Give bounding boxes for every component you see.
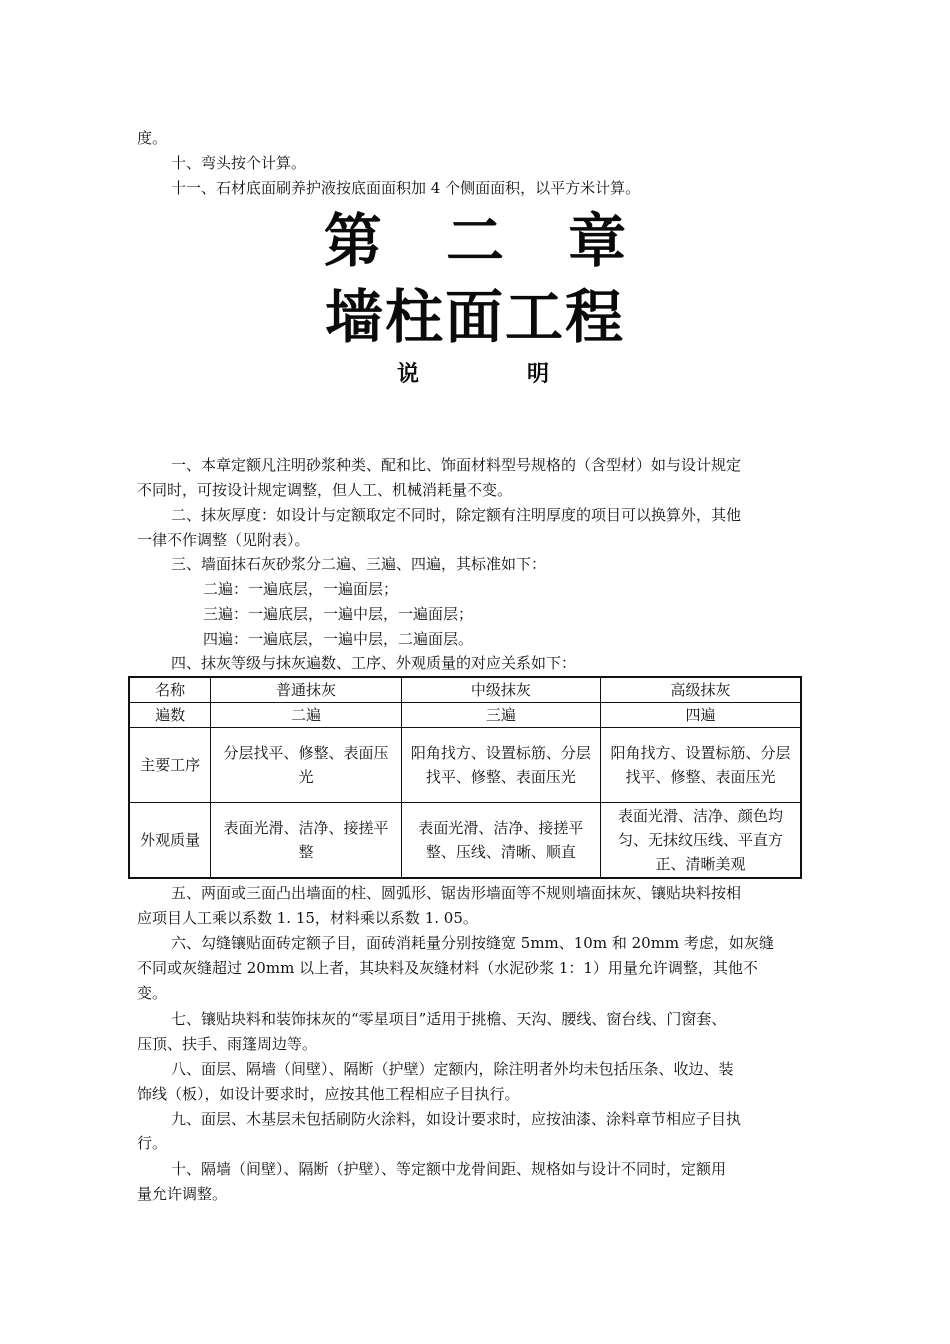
table-cell: 分层找平、修整、表面压光 xyxy=(211,728,401,803)
paragraph-line: 五、两面或三面凸出墙面的柱、圆弧形、锯齿形墙面等不规则墙面抹灰、镶贴块料按相 xyxy=(171,884,742,902)
table-cell: 主要工序 xyxy=(129,728,211,803)
table-header-cell: 普通抹灰 xyxy=(211,677,401,703)
paragraph-line: 压顶、扶手、雨篷周边等。 xyxy=(137,1035,318,1053)
text-line: 度。 xyxy=(137,129,168,147)
table-row xyxy=(129,803,801,878)
paragraph-line: 六、勾缝镶贴面砖定额子目，面砖消耗量分别按缝宽 5mm、10m 和 20mm 考虑，如灰缝 xyxy=(171,934,774,952)
table-cell: 表面光滑、洁净、接搓平整 xyxy=(211,803,401,878)
paragraph-line: 二遍：一遍底层，一遍面层； xyxy=(203,580,399,598)
table-cell: 阳角找方、设置标筋、分层找平、修整、表面压光 xyxy=(601,728,801,803)
plaster-grade-table xyxy=(128,676,802,879)
table-header-cell: 中级抹灰 xyxy=(401,677,600,703)
text-line: 十、弯头按个计算。 xyxy=(171,154,307,172)
table-cell: 二遍 xyxy=(211,703,401,728)
paragraph-line: 饰线（板），如设计要求时，应按其他工程相应子目执行。 xyxy=(137,1085,520,1103)
paragraph-line: 九、面层、木基层未包括刷防火涂料，如设计要求时，应按油漆、涂料章节相应子目执 xyxy=(171,1110,742,1128)
table-row xyxy=(129,703,801,728)
section-heading-right: 明 xyxy=(527,362,554,387)
paragraph-line: 二、抹灰厚度：如设计与定额取定不同时，除定额有注明厚度的项目可以换算外，其他 xyxy=(171,506,742,524)
table-header-cell: 高级抹灰 xyxy=(601,677,801,703)
table-row xyxy=(129,728,801,803)
paragraph-line: 八、面层、隔墙（间壁）、隔断（护壁）定额内，除注明者外均未包括压条、收边、装 xyxy=(171,1060,734,1078)
table-cell: 表面光滑、洁净、接搓平整、压线、清晰、顺直 xyxy=(401,803,600,878)
paragraph-line: 四、抹灰等级与抹灰遍数、工序、外观质量的对应关系如下： xyxy=(171,654,577,672)
paragraph-line: 三遍：一遍底层，一遍中层，一遍面层； xyxy=(203,605,474,623)
chapter-title: 墙柱面工程 xyxy=(324,283,625,351)
paragraph-line: 三、墙面抹石灰砂浆分二遍、三遍、四遍，其标准如下： xyxy=(171,555,547,573)
paragraph-line: 七、镶贴块料和装饰抹灰的“零星项目”适用于挑檐、天沟、腰线、窗台线、门窗套、 xyxy=(171,1010,727,1028)
table-header-cell: 名称 xyxy=(129,677,211,703)
table-cell: 三遍 xyxy=(401,703,600,728)
paragraph-line: 行。 xyxy=(137,1134,168,1152)
table-cell: 表面光滑、洁净、颜色均匀、无抹纹压线、平直方正、清晰美观 xyxy=(601,803,801,878)
section-heading xyxy=(0,358,950,392)
chapter-number: 第 二 章 xyxy=(323,207,649,275)
paragraph-line: 一、本章定额凡注明砂浆种类、配和比、饰面材料型号规格的（含型材）如与设计规定 xyxy=(171,456,742,474)
paragraph-line: 变。 xyxy=(137,984,168,1002)
paragraph-line: 应项目人工乘以系数 1. 15，材料乘以系数 1. 05。 xyxy=(137,909,478,927)
paragraph-line: 量允许调整。 xyxy=(137,1185,228,1203)
paragraph-line: 一律不作调整（见附表）。 xyxy=(137,531,310,549)
paragraph-line: 不同时，可按设计规定调整，但人工、机械消耗量不变。 xyxy=(137,481,513,499)
table-cell: 遍数 xyxy=(129,703,211,728)
table-cell: 外观质量 xyxy=(129,803,211,878)
paragraph-line: 十、隔墙（间壁）、隔断（护壁）、等定额中龙骨间距、规格如与设计不同时，定额用 xyxy=(171,1160,727,1178)
table-header-row xyxy=(129,677,801,703)
section-heading-left: 说 xyxy=(396,362,423,387)
paragraph-line: 不同或灰缝超过 20mm 以上者，其块料及灰缝材料（水泥砂浆 1：1）用量允许调整，其他不 xyxy=(137,959,758,977)
table-cell: 阳角找方、设置标筋、分层找平、修整、表面压光 xyxy=(401,728,600,803)
table-cell: 四遍 xyxy=(601,703,801,728)
paragraph-line: 四遍：一遍底层，一遍中层，二遍面层。 xyxy=(203,630,474,648)
text-line: 十一、石材底面刷养护液按底面面积加 4 个侧面面积，以平方米计算。 xyxy=(171,179,641,197)
